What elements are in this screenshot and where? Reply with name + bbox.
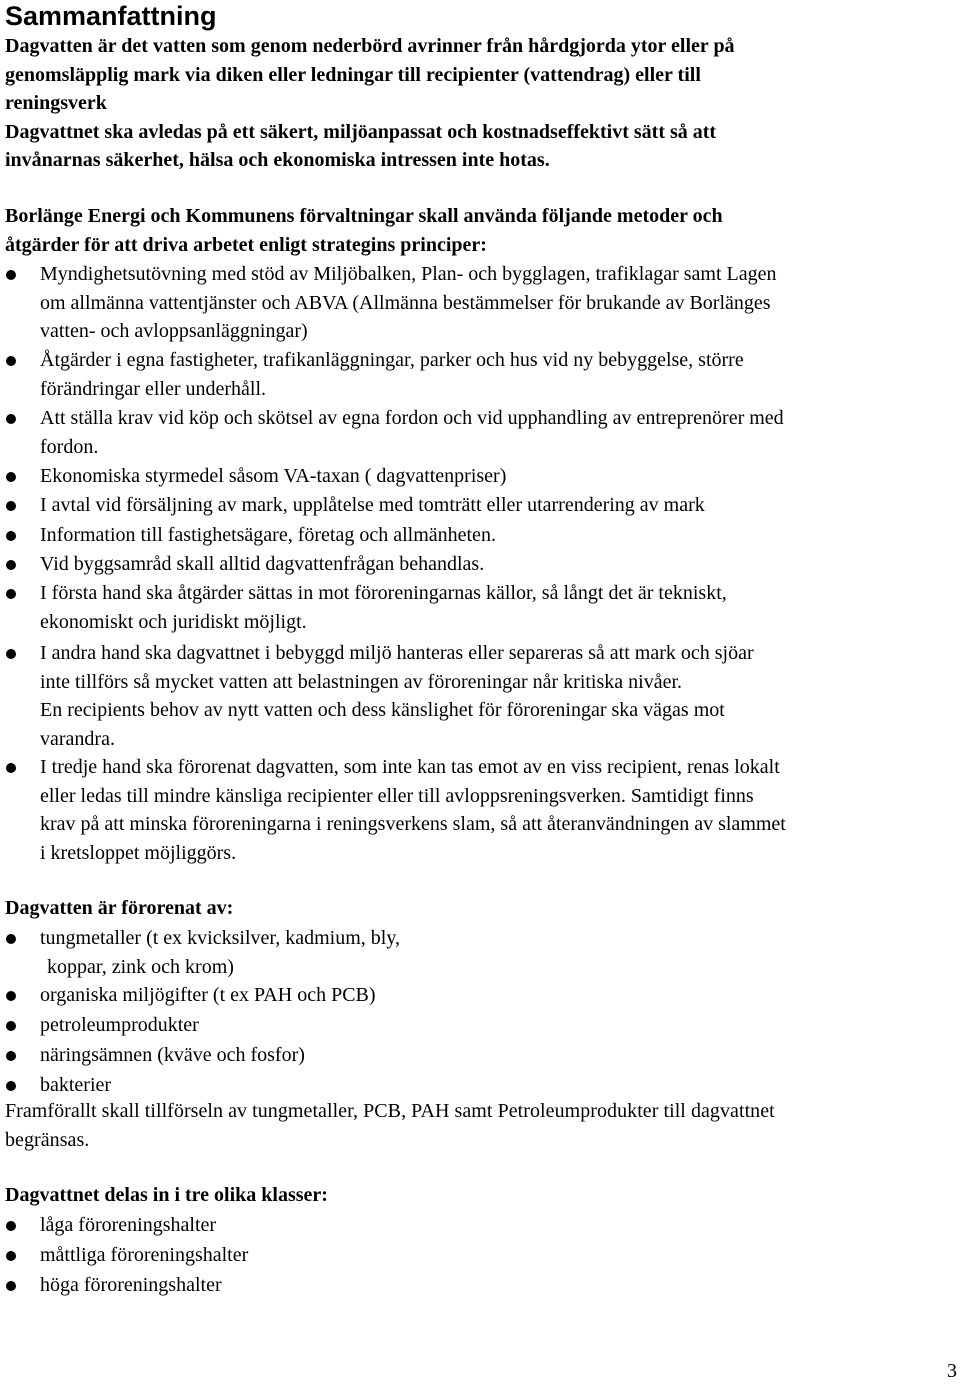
list-item-line: fordon. <box>40 435 99 458</box>
methods-list <box>5 639 754 753</box>
list-item-line: Information till fastighetsägare, företag och allmänheten. <box>40 524 496 546</box>
list-item-line: ekonomiskt och juridiskt möjligt. <box>40 610 307 633</box>
list-item-line: Att ställa krav vid köp och skötsel av egna fordon och vid upphandling av entreprenörer med <box>40 407 784 429</box>
list-item-line: petroleumprodukter <box>40 1014 199 1036</box>
list-item-line: eller ledas till mindre känsliga recipienter eller till avloppsreningsverken. Samtidigt finns <box>40 784 754 807</box>
methods-heading-line: Borlänge Energi och Kommunens förvaltningar skall använda följande metoder och <box>5 205 723 227</box>
bullet-icon <box>6 934 16 944</box>
methods-list <box>5 550 484 579</box>
bullet-icon <box>6 531 16 541</box>
pollutants-heading: Dagvatten är förorenat av: <box>5 897 234 919</box>
list-item <box>5 404 784 461</box>
pollutants-list <box>5 924 400 981</box>
intro-line: Dagvatten är det vatten som genom nederbörd avrinner från hårdgjorda ytor eller på <box>5 35 735 57</box>
list-item-line: tungmetaller (t ex kvicksilver, kadmium, bly, <box>40 927 401 949</box>
list-item-line: En recipients behov av nytt vatten och dess känslighet för föroreningar ska vägas mot <box>40 699 725 722</box>
classes-heading: Dagvattnet delas in i tre olika klasser: <box>5 1184 328 1206</box>
list-item <box>5 981 376 1011</box>
list-item-line: inte tillförs så mycket vatten att belastningen av föroreningar når kritiska nivåer. <box>40 670 683 693</box>
list-item-line: Myndighetsutövning med stöd av Miljöbalken, Plan- och bygglagen, trafiklagar samt Lagen <box>40 263 777 285</box>
list-item-line: I andra hand ska dagvattnet i bebyggd miljö hanteras eller separeras så att mark och sjöar <box>40 642 754 664</box>
list-item-line: I första hand ska åtgärder sättas in mot föroreningarnas källor, så långt det är tekniskt, <box>40 582 727 604</box>
list-item-line: om allmänna vattentjänster och ABVA (Allmänna bestämmelser för brukande av Borlänges <box>40 291 771 314</box>
bullet-icon <box>6 414 16 424</box>
methods-list <box>5 491 705 520</box>
methods-list <box>5 579 727 636</box>
bullet-icon <box>6 472 16 482</box>
bullet-icon <box>6 1021 16 1031</box>
intro-line: invånarnas säkerhet, hälsa och ekonomiska intressen inte hotas. <box>5 149 550 172</box>
methods-list <box>5 346 744 403</box>
list-item-line: näringsämnen (kväve och fosfor) <box>40 1044 305 1066</box>
pollutants-list <box>5 981 376 1101</box>
intro-line: genomsläpplig mark via diken eller ledningar till recipienter (vattendrag) eller till <box>5 63 701 86</box>
list-item <box>5 753 786 867</box>
list-item-line: höga föroreningshalter <box>40 1274 222 1296</box>
list-item <box>5 1041 376 1071</box>
methods-heading <box>5 202 723 259</box>
methods-list <box>5 521 496 550</box>
list-item <box>5 1211 248 1241</box>
list-item-line: I avtal vid försäljning av mark, upplåtelse med tomträtt eller utarrendering av mark <box>40 494 705 516</box>
list-item <box>5 346 744 403</box>
bullet-icon <box>6 589 16 599</box>
classes-list <box>5 1211 248 1301</box>
list-item <box>5 639 754 753</box>
bullet-icon <box>6 1251 16 1261</box>
intro-paragraph <box>5 32 735 175</box>
methods-list <box>5 753 786 867</box>
list-item-line: förändringar eller underhåll. <box>40 377 267 400</box>
list-item <box>5 1011 376 1041</box>
list-item-line: i kretsloppet möjliggörs. <box>40 841 237 864</box>
list-item-line: måttliga föroreningshalter <box>40 1244 249 1266</box>
bullet-icon <box>6 1081 16 1091</box>
bullet-icon <box>6 560 16 570</box>
list-item-line: organiska miljögifter (t ex PAH och PCB) <box>40 984 376 1006</box>
list-item <box>5 521 496 550</box>
list-item-line: Åtgärder i egna fastigheter, trafikanläggningar, parker och hus vid ny bebyggelse, större <box>40 349 744 371</box>
list-item-line: koppar, zink och krom) <box>47 955 234 978</box>
list-item-line: bakterier <box>40 1074 112 1096</box>
list-item-line: krav på att minska föroreningarna i reningsverkens slam, så att återanvändningen av slammet <box>40 813 786 836</box>
list-item-line: låga föroreningshalter <box>40 1214 217 1236</box>
note-line: begränsas. <box>5 1128 90 1151</box>
methods-list <box>5 462 506 491</box>
bullet-icon <box>6 270 16 280</box>
list-item-line: varandra. <box>40 727 115 750</box>
intro-line: reningsverk <box>5 92 107 115</box>
list-item <box>5 1271 248 1301</box>
intro-line: Dagvattnet ska avledas på ett säkert, miljöanpassat och kostnadseffektivt sätt så att <box>5 120 717 143</box>
list-item <box>5 1241 248 1271</box>
list-item <box>5 462 506 491</box>
list-item <box>5 491 705 520</box>
page-number: 3 <box>947 1360 957 1382</box>
bullet-icon <box>6 649 16 659</box>
bullet-icon <box>6 1051 16 1061</box>
list-item-line: Ekonomiska styrmedel såsom VA-taxan ( dagvattenpriser) <box>40 465 507 487</box>
bullet-icon <box>6 356 16 366</box>
methods-list <box>5 404 784 461</box>
bullet-icon <box>6 1221 16 1231</box>
page-title: Sammanfattning <box>5 1 217 31</box>
list-item-line: vatten- och avloppsanläggningar) <box>40 320 308 343</box>
note-line: Framförallt skall tillförseln av tungmetaller, PCB, PAH samt Petroleumprodukter till dagvattnet <box>5 1100 775 1122</box>
list-item-line: I tredje hand ska förorenat dagvatten, som inte kan tas emot av en viss recipient, renas lokalt <box>40 756 780 778</box>
list-item-line: Vid byggsamråd skall alltid dagvattenfrågan behandlas. <box>40 553 485 575</box>
bullet-icon <box>6 501 16 511</box>
methods-heading-line: åtgärder för att driva arbetet enligt strategins principer: <box>5 233 487 256</box>
list-item <box>5 260 777 346</box>
methods-list <box>5 260 777 346</box>
list-item <box>5 550 484 579</box>
bullet-icon <box>6 991 16 1001</box>
bullet-icon <box>6 1281 16 1291</box>
pollutants-note <box>5 1097 775 1154</box>
bullet-icon <box>6 763 16 773</box>
list-item <box>5 924 400 981</box>
list-item <box>5 579 727 636</box>
